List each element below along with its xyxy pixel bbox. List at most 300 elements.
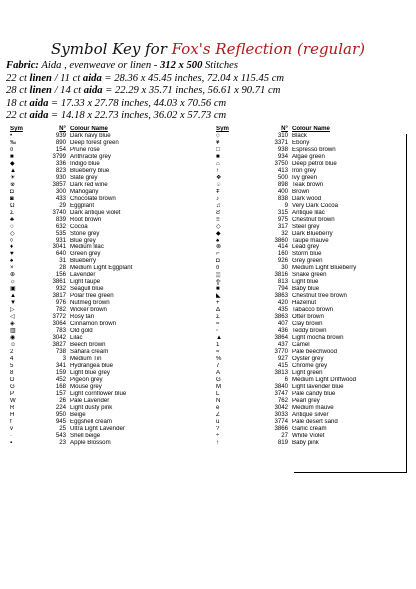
colour-name-cell: Light taupe bbox=[70, 279, 101, 286]
colour-name-cell: Garlic cream bbox=[292, 425, 327, 432]
symbol-key-title bbox=[0, 40, 416, 58]
table-row bbox=[6, 258, 206, 265]
number-cell: 931 bbox=[55, 236, 66, 244]
colour-name-cell: Polar tree green bbox=[70, 293, 114, 300]
colour-name-cell: Iron grey bbox=[292, 167, 317, 174]
table-row bbox=[6, 349, 206, 356]
symbol-cell: ♦ bbox=[10, 244, 14, 251]
colour-name-cell: Baby pink bbox=[292, 439, 319, 446]
colour-name-cell: Otter brown bbox=[292, 314, 324, 321]
number-cell: 3042 bbox=[274, 403, 288, 411]
number-cell: 3 bbox=[62, 354, 66, 362]
symbol-cell: A bbox=[216, 369, 221, 376]
colour-name-cell: Light lavender blue bbox=[292, 383, 344, 390]
symbol-cell: ◙ bbox=[10, 195, 14, 202]
symbol-cell: ▼ bbox=[10, 300, 17, 307]
colour-name-cell: Brown bbox=[292, 188, 310, 195]
table-row bbox=[6, 265, 206, 272]
table-row bbox=[6, 412, 206, 419]
number-cell: 738 bbox=[55, 348, 66, 355]
symbol-cell: □ bbox=[216, 146, 220, 153]
symbol-cell: ⊗ bbox=[216, 244, 222, 251]
colour-name-cell: Apple Blossom bbox=[70, 439, 111, 446]
colour-name-cell: Stone grey bbox=[70, 230, 100, 237]
symbol-cell: ※ bbox=[10, 181, 16, 188]
colour-name-cell: Cinnamon brown bbox=[70, 321, 117, 328]
left-rows bbox=[6, 133, 206, 447]
number-cell: 3813 bbox=[274, 368, 288, 376]
number-cell: 6 bbox=[284, 375, 288, 383]
symbol-cell: f bbox=[10, 418, 12, 425]
colour-name-cell: Oyster grey bbox=[292, 355, 324, 362]
table-row bbox=[6, 335, 206, 342]
size-bold: aida bbox=[83, 85, 103, 97]
symbol-cell: ↑ bbox=[216, 167, 220, 174]
number-cell: 976 bbox=[55, 299, 66, 307]
symbol-cell: 7 bbox=[216, 362, 220, 369]
number-cell: 317 bbox=[277, 222, 288, 230]
symbol-cell: u bbox=[216, 418, 220, 425]
symbol-cell: ◘ bbox=[216, 258, 220, 265]
table-row bbox=[6, 300, 206, 307]
fabric-types: Aida , evenweave or linen - bbox=[38, 60, 160, 71]
number-cell: 157 bbox=[55, 389, 66, 397]
symbol-cell: ♪ bbox=[216, 195, 220, 202]
number-cell: 932 bbox=[55, 285, 66, 293]
number-cell: 156 bbox=[55, 271, 66, 279]
colour-name-cell: Prune rose bbox=[70, 146, 100, 153]
colour-name-cell: Clay brown bbox=[292, 321, 323, 328]
header-sym: Sym bbox=[216, 126, 229, 132]
colour-name-cell: Eggshell cream bbox=[70, 418, 112, 425]
colour-name-cell: Beige bbox=[70, 411, 86, 418]
colour-name-cell: Espresso brown bbox=[292, 146, 336, 153]
size-text: / 14 ct bbox=[51, 85, 84, 97]
symbol-cell: ■ bbox=[216, 153, 220, 160]
colour-name-cell: Ivy green bbox=[292, 174, 318, 181]
colour-name-cell: Blueberry blue bbox=[70, 167, 110, 174]
colour-name-cell: Rosy tan bbox=[70, 314, 95, 321]
symbol-cell: ○ bbox=[10, 223, 14, 230]
header-number: N° bbox=[59, 125, 66, 132]
colour-name-cell: Chocolate brown bbox=[70, 195, 116, 202]
number-cell: 27 bbox=[281, 431, 288, 439]
colour-name-cell: Hydrangea blue bbox=[70, 362, 114, 369]
number-cell: 433 bbox=[55, 194, 66, 202]
colour-name-cell: Root brown bbox=[70, 216, 102, 223]
symbol-cell: ÷ bbox=[216, 432, 220, 439]
colour-name-cell: Teddy brown bbox=[292, 328, 327, 335]
size-line-22ct-linen bbox=[6, 73, 416, 86]
symbol-cell: ◁ bbox=[10, 314, 15, 321]
size-text: = 28.36 x 45.45 inches, 72.04 x 115.45 cm bbox=[101, 72, 285, 84]
number-cell: 945 bbox=[55, 417, 66, 425]
stitches-label: Stitches bbox=[202, 60, 238, 71]
colour-name-cell: Camel bbox=[292, 342, 310, 349]
symbol-cell: ♫ bbox=[216, 202, 221, 209]
symbol-cell: ♠ bbox=[10, 258, 14, 265]
symbol-cell: Δ bbox=[216, 307, 221, 314]
number-cell: 930 bbox=[55, 173, 66, 181]
colour-name-cell: Chestnut brown bbox=[292, 216, 335, 223]
number-cell: 819 bbox=[277, 438, 288, 446]
symbol-cell: ☼ bbox=[10, 279, 16, 286]
table-row bbox=[6, 426, 206, 433]
number-cell: 3740 bbox=[52, 208, 66, 216]
symbol-cell: % bbox=[216, 355, 222, 362]
number-cell: 437 bbox=[277, 341, 288, 349]
table-row bbox=[6, 328, 206, 335]
colour-name-cell: Light blue grey bbox=[70, 369, 110, 376]
number-cell: 400 bbox=[277, 187, 288, 195]
colour-name-cell: Deep petrol blue bbox=[292, 160, 337, 167]
colour-name-cell: White Violet bbox=[292, 432, 325, 439]
symbol-cell: ☀ bbox=[10, 174, 16, 181]
colour-name-cell: Medium Tin bbox=[70, 355, 102, 362]
table-row bbox=[6, 168, 206, 175]
colour-name-cell: Pearl grey bbox=[292, 397, 320, 404]
colour-name-cell: Light blue bbox=[292, 279, 319, 286]
table-row bbox=[6, 217, 206, 224]
number-cell: 3816 bbox=[274, 271, 288, 279]
number-cell: 160 bbox=[277, 250, 288, 258]
symbol-cell: W bbox=[10, 397, 16, 404]
number-cell: 927 bbox=[277, 354, 288, 362]
colour-name-cell: Teak brown bbox=[292, 181, 324, 188]
table-row bbox=[6, 251, 206, 258]
number-cell: 938 bbox=[277, 145, 288, 153]
right-list-wrap bbox=[212, 126, 412, 447]
number-cell: 224 bbox=[55, 403, 66, 411]
symbol-cell: ◘ bbox=[10, 188, 14, 195]
size-bold: linen bbox=[29, 85, 52, 97]
table-row bbox=[6, 231, 206, 238]
number-cell: 839 bbox=[55, 215, 66, 223]
number-cell: 30 bbox=[281, 264, 288, 272]
colour-name-cell: Medium lilac bbox=[70, 244, 104, 251]
colour-name-cell: Snake green bbox=[292, 272, 327, 279]
fabric-specs bbox=[6, 60, 416, 123]
number-cell: 838 bbox=[277, 194, 288, 202]
number-cell: 23 bbox=[59, 438, 66, 446]
number-cell: 890 bbox=[55, 138, 66, 146]
number-cell: 500 bbox=[277, 173, 288, 181]
fabric-label: Fabric: bbox=[6, 60, 39, 71]
number-cell: 3772 bbox=[52, 313, 66, 321]
colour-name-cell: Dark antique violet bbox=[70, 209, 121, 216]
symbol-cell: ♥ bbox=[10, 251, 14, 258]
colour-name-cell: Deep forest green bbox=[70, 139, 119, 146]
number-cell: 414 bbox=[277, 243, 288, 251]
colour-name-cell: Light green bbox=[292, 369, 323, 376]
number-cell: 452 bbox=[55, 375, 66, 383]
number-cell: 3817 bbox=[52, 292, 66, 300]
symbol-cell: · bbox=[10, 432, 13, 439]
symbol-cell: ⌂ bbox=[216, 160, 220, 167]
colour-name-cell: Beech brown bbox=[70, 342, 106, 349]
number-cell: 934 bbox=[277, 152, 288, 160]
colour-name-cell: Antique silver bbox=[292, 411, 329, 418]
table-row bbox=[6, 419, 206, 426]
symbol-cell: D bbox=[10, 376, 15, 383]
number-cell: 25 bbox=[59, 424, 66, 432]
symbol-cell: ▷ bbox=[10, 307, 15, 314]
number-cell: 154 bbox=[55, 145, 66, 153]
colour-name-cell: Pale desert sand bbox=[292, 418, 338, 425]
colour-name-cell: Mouse grey bbox=[70, 383, 102, 390]
number-cell: 939 bbox=[55, 131, 66, 139]
title-prefix: Symbol Key for bbox=[51, 40, 172, 58]
number-cell: 3770 bbox=[274, 348, 288, 355]
symbol-cell: ≈ bbox=[216, 321, 220, 328]
number-cell: 3861 bbox=[52, 278, 66, 286]
colour-name-cell: Chestnut tree brown bbox=[292, 293, 347, 300]
colour-name-cell: Dark wood bbox=[292, 195, 322, 202]
colour-name-cell: Antique lilac bbox=[292, 209, 325, 216]
colour-name-cell: Algae green bbox=[292, 153, 325, 160]
number-cell: 3866 bbox=[274, 424, 288, 432]
colour-name-cell: Anthracite grey bbox=[70, 153, 111, 160]
number-cell: 823 bbox=[55, 166, 66, 174]
table-row bbox=[6, 433, 206, 440]
symbol-cell: G bbox=[10, 383, 15, 390]
table-row bbox=[6, 189, 206, 196]
number-cell: 3857 bbox=[52, 180, 66, 188]
header-colour-name: Colour Name bbox=[70, 126, 108, 132]
size-text: = 17.33 x 27.78 inches, 44.03 x 70.56 cm bbox=[48, 97, 227, 109]
colour-name-cell: Blueberry bbox=[70, 258, 97, 265]
symbol-cell: P bbox=[10, 390, 15, 397]
number-cell: 3041 bbox=[52, 243, 66, 251]
colour-name-cell: Green grey bbox=[70, 251, 101, 258]
symbol-cell: 1 bbox=[216, 342, 220, 349]
symbol-cell: + bbox=[216, 300, 220, 307]
colour-name-cell: Ultra Light Lavender bbox=[70, 425, 125, 432]
table-row bbox=[6, 377, 206, 384]
colour-name-cell: Dark navy blue bbox=[70, 132, 111, 139]
symbol-cell: ▒ bbox=[216, 272, 221, 279]
size-text: 18 ct bbox=[6, 97, 30, 109]
header-number: N° bbox=[281, 125, 288, 132]
number-cell: 782 bbox=[55, 306, 66, 314]
symbol-cell: ↑ bbox=[216, 439, 220, 446]
number-cell: 420 bbox=[277, 299, 288, 307]
colour-name-cell: Ebony bbox=[292, 139, 310, 146]
size-text: 28 ct bbox=[6, 85, 30, 97]
symbol-cell: ▲ bbox=[216, 335, 223, 342]
symbol-cell: ◇ bbox=[216, 223, 221, 230]
table-row bbox=[6, 363, 206, 370]
symbol-cell: M bbox=[216, 383, 222, 390]
table-row bbox=[6, 279, 206, 286]
size-text: = 22.29 x 35.71 inches, 56.61 x 90.71 cm bbox=[102, 85, 281, 97]
colour-name-cell: Black bbox=[292, 132, 307, 139]
number-cell: 543 bbox=[55, 431, 66, 439]
colour-name-cell: Shell beige bbox=[70, 432, 101, 439]
colour-name-cell: Light mocha brown bbox=[292, 335, 344, 342]
colour-name-cell: Lead grey bbox=[292, 244, 320, 251]
symbol-cell: Σ bbox=[10, 209, 14, 216]
number-cell: 3860 bbox=[274, 236, 288, 244]
colour-name-cell: Medium mauve bbox=[292, 404, 334, 411]
number-cell: 336 bbox=[55, 159, 66, 167]
number-cell: 415 bbox=[277, 361, 288, 369]
number-cell: 31 bbox=[59, 257, 66, 265]
number-cell: 794 bbox=[277, 285, 288, 293]
symbol-cell: Ƨ bbox=[216, 209, 221, 216]
symbol-cell: R bbox=[10, 404, 15, 411]
symbol-cell: ◈ bbox=[10, 321, 15, 328]
number-cell: 3750 bbox=[274, 159, 288, 167]
number-cell: 29 bbox=[59, 201, 66, 209]
number-cell: 26 bbox=[59, 396, 66, 404]
symbol-cell: ◦ bbox=[216, 328, 219, 335]
symbol-cell: ¥ bbox=[216, 139, 220, 146]
number-cell: 413 bbox=[277, 166, 288, 174]
symbol-cell: Ω bbox=[10, 202, 15, 209]
table-row bbox=[6, 210, 206, 217]
colour-name-cell: Cocoa bbox=[70, 223, 88, 230]
number-cell: 168 bbox=[55, 382, 66, 390]
number-cell: 300 bbox=[55, 187, 66, 195]
colour-name-cell: Mahogany bbox=[70, 188, 99, 195]
colour-name-cell: Light dusty pink bbox=[70, 404, 113, 411]
table-row bbox=[6, 321, 206, 328]
symbol-cell: ≡ bbox=[216, 216, 220, 223]
colour-name-cell: Old gold bbox=[70, 328, 93, 335]
table-row bbox=[6, 405, 206, 412]
symbol-cell: G bbox=[216, 376, 221, 383]
number-cell: 3799 bbox=[52, 152, 66, 160]
symbol-cell: N bbox=[216, 397, 221, 404]
table-row bbox=[6, 133, 206, 140]
colour-name-cell: Grey green bbox=[292, 258, 323, 265]
symbol-cell: H bbox=[10, 411, 15, 418]
table-row bbox=[6, 391, 206, 398]
size-text: 22 ct bbox=[6, 72, 30, 84]
colour-name-cell: Hazelnut bbox=[292, 300, 317, 307]
colour-name-cell: Medium Light Blueberry bbox=[292, 265, 357, 272]
symbol-cell: ♠ bbox=[216, 237, 220, 244]
number-cell: 535 bbox=[55, 229, 66, 237]
table-row bbox=[6, 244, 206, 251]
symbol-cell: ◣ bbox=[216, 293, 221, 300]
number-cell: 3774 bbox=[274, 417, 288, 425]
size-line-28ct-linen bbox=[6, 85, 416, 98]
number-cell: 32 bbox=[281, 229, 288, 237]
colour-name-cell: Tabacco brown bbox=[292, 307, 333, 314]
symbol-cell: ¤ bbox=[10, 146, 14, 153]
size-bold: aida bbox=[29, 97, 49, 109]
colour-name-cell: Medium Light Eggplant bbox=[70, 265, 133, 272]
symbol-cell: ▥ bbox=[10, 328, 16, 335]
symbol-cell: 8 bbox=[10, 369, 14, 376]
symbol-cell: ≈ bbox=[216, 349, 220, 355]
number-cell: 3840 bbox=[274, 382, 288, 390]
symbol-table-right bbox=[212, 126, 412, 447]
symbol-table-left bbox=[6, 126, 206, 447]
colour-name-cell: Blue grey bbox=[70, 237, 96, 244]
stitch-count: 312 x 500 bbox=[159, 60, 203, 71]
size-text: 22 ct bbox=[6, 110, 30, 122]
table-row bbox=[6, 356, 206, 363]
number-cell: 9 bbox=[284, 201, 288, 209]
table-header bbox=[212, 126, 412, 133]
table-row bbox=[6, 238, 206, 245]
fabric-line bbox=[6, 60, 416, 73]
symbol-cell: ❖ bbox=[216, 174, 222, 181]
colour-name-cell: Slate grey bbox=[70, 174, 98, 181]
symbol-cell: Z bbox=[216, 411, 220, 418]
symbol-cell: ⊕ bbox=[10, 272, 16, 279]
symbol-cell: e bbox=[216, 404, 220, 411]
symbol-cell: ▪ bbox=[10, 439, 13, 446]
symbol-cell: ■ bbox=[216, 286, 220, 293]
number-cell: 159 bbox=[55, 368, 66, 376]
symbol-cell: ǂ bbox=[216, 188, 220, 195]
colour-name-cell: Chrome grey bbox=[292, 362, 328, 369]
table-row bbox=[6, 314, 206, 321]
symbol-cell: ‰ bbox=[10, 139, 17, 146]
colour-name-cell: Medium Light Driftwood bbox=[292, 376, 357, 383]
colour-name-cell: Lavender bbox=[70, 272, 96, 279]
table-header bbox=[6, 126, 206, 133]
size-bold: linen bbox=[29, 72, 52, 84]
number-cell: 813 bbox=[277, 278, 288, 286]
table-row bbox=[6, 182, 206, 189]
symbol-cell: • bbox=[10, 132, 13, 139]
colour-name-cell: Dark red wine bbox=[70, 181, 108, 188]
header-sym: Sym bbox=[10, 126, 23, 132]
header-colour-name: Colour Name bbox=[292, 126, 330, 132]
symbol-cell: ■ bbox=[10, 153, 14, 160]
table-row bbox=[6, 224, 206, 231]
colour-name-cell: Lilac bbox=[70, 335, 83, 342]
symbol-cell: ♣ bbox=[10, 216, 14, 223]
symbol-cell: ◆ bbox=[10, 160, 15, 167]
number-cell: 407 bbox=[277, 320, 288, 328]
symbol-cell: ▣ bbox=[10, 286, 16, 293]
size-bold: aida bbox=[82, 72, 102, 84]
number-cell: 3864 bbox=[274, 334, 288, 342]
number-cell: 3863 bbox=[274, 292, 288, 300]
symbol-cell: ▲ bbox=[10, 293, 17, 300]
colour-name-cell: Nutmeg brown bbox=[70, 300, 110, 307]
table-bracket-border bbox=[294, 134, 407, 473]
colour-name-cell: Baby blue bbox=[292, 286, 320, 293]
symbol-cell: ◇ bbox=[10, 230, 15, 237]
colour-name-cell: Steel grey bbox=[292, 223, 320, 230]
size-text: / 11 ct bbox=[51, 72, 83, 84]
number-cell: 315 bbox=[277, 208, 288, 216]
symbol-cell: ? bbox=[216, 425, 220, 432]
number-cell: 310 bbox=[277, 131, 288, 139]
symbol-cell: × bbox=[10, 265, 14, 272]
colour-name-cell: Pale Lavender bbox=[70, 397, 110, 404]
number-cell: 640 bbox=[55, 250, 66, 258]
symbol-cell: ◊ bbox=[10, 237, 14, 244]
number-cell: 898 bbox=[277, 180, 288, 188]
symbol-cell: v bbox=[10, 425, 14, 432]
symbol-cell: 2 bbox=[10, 349, 14, 355]
symbol-cell: ◆ bbox=[216, 230, 221, 237]
table-row bbox=[6, 161, 206, 168]
table-row bbox=[6, 272, 206, 279]
colour-name-cell: Taupe mauve bbox=[292, 237, 329, 244]
size-line-22ct-aida bbox=[6, 110, 416, 123]
table-row bbox=[6, 293, 206, 300]
number-cell: 3863 bbox=[274, 313, 288, 321]
